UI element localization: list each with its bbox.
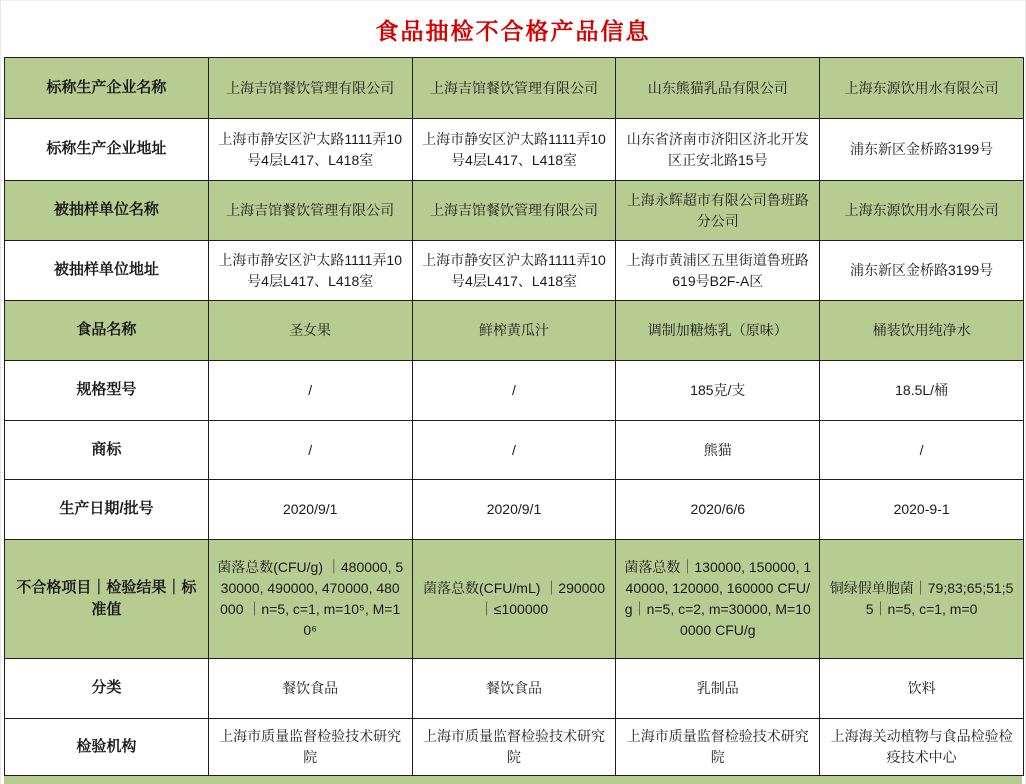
cell: 乳制品 [616, 659, 820, 719]
next-row-partial-strip [4, 776, 1022, 784]
title-bar [1, 1, 1025, 57]
cell: 上海市静安区沪太路1111弄10号4层L417、L418室 [208, 241, 412, 301]
row-label: 生产日期/批号 [5, 480, 209, 540]
cell: 上海海关动植物与食品检验检疫技术中心 [820, 719, 1024, 776]
table-row [5, 119, 1024, 181]
cell: 上海吉馆餐饮管理有限公司 [412, 58, 616, 119]
cell: 浦东新区金桥路3199号 [820, 241, 1024, 301]
cell: / [412, 361, 616, 421]
cell: 上海东源饮用水有限公司 [820, 181, 1024, 241]
page-title: 食品抽检不合格产品信息 [375, 17, 651, 44]
cell: 菌落总数(CFU/mL) ｜290000 ｜≤100000 [412, 540, 616, 659]
table-row [5, 301, 1024, 361]
cell: 餐饮食品 [412, 659, 616, 719]
cell: / [820, 421, 1024, 480]
table-row [5, 58, 1024, 119]
inspection-table [4, 57, 1024, 776]
row-label: 不合格项目｜检验结果｜标准值 [5, 540, 209, 659]
cell: 鲜榨黄瓜汁 [412, 301, 616, 361]
cell: 2020/6/6 [616, 480, 820, 540]
table-row [5, 540, 1024, 659]
cell: 上海市静安区沪太路1111弄10号4层L417、L418室 [412, 119, 616, 181]
cell: 2020/9/1 [412, 480, 616, 540]
table-row [5, 241, 1024, 301]
cell: 山东省济南市济阳区济北开发区正安北路15号 [616, 119, 820, 181]
cell: 上海市黄浦区五里街道鲁班路619号B2F-A区 [616, 241, 820, 301]
cell: 上海市静安区沪太路1111弄10号4层L417、L418室 [208, 119, 412, 181]
cell: / [208, 361, 412, 421]
row-label: 分类 [5, 659, 209, 719]
cell: 菌落总数(CFU/g) ｜480000, 530000, 490000, 470000, 480000 ｜n=5, c=1, m=10⁵, M=10⁶ [208, 540, 412, 659]
cell: 上海吉馆餐饮管理有限公司 [208, 58, 412, 119]
cell: 上海吉馆餐饮管理有限公司 [412, 181, 616, 241]
row-label: 检验机构 [5, 719, 209, 776]
cell: / [208, 421, 412, 480]
cell: 山东熊猫乳品有限公司 [616, 58, 820, 119]
cell: 上海吉馆餐饮管理有限公司 [208, 181, 412, 241]
table-row [5, 719, 1024, 776]
row-label: 规格型号 [5, 361, 209, 421]
cell: 185克/支 [616, 361, 820, 421]
cell: 浦东新区金桥路3199号 [820, 119, 1024, 181]
table-row [5, 659, 1024, 719]
cell: 铜绿假单胞菌｜79;83;65;51;55｜n=5, c=1, m=0 [820, 540, 1024, 659]
cell: 菌落总数｜130000, 150000, 140000, 120000, 160000 CFU/g｜n=5, c=2, m=30000, M=100000 CFU/g [616, 540, 820, 659]
cell: 18.5L/桶 [820, 361, 1024, 421]
cell: 上海市质量监督检验技术研究院 [412, 719, 616, 776]
row-label: 被抽样单位名称 [5, 181, 209, 241]
table-row [5, 361, 1024, 421]
cell: 调制加糖炼乳（原味） [616, 301, 820, 361]
cell: 上海永辉超市有限公司鲁班路分公司 [616, 181, 820, 241]
cell: 上海市质量监督检验技术研究院 [208, 719, 412, 776]
cell: 圣女果 [208, 301, 412, 361]
cell: 餐饮食品 [208, 659, 412, 719]
cell: 2020-9-1 [820, 480, 1024, 540]
cell: 饮料 [820, 659, 1024, 719]
cell: 上海东源饮用水有限公司 [820, 58, 1024, 119]
table-row [5, 421, 1024, 480]
row-label: 商标 [5, 421, 209, 480]
cell: 上海市质量监督检验技术研究院 [616, 719, 820, 776]
row-label: 标称生产企业名称 [5, 58, 209, 119]
cell: 熊猫 [616, 421, 820, 480]
row-label: 食品名称 [5, 301, 209, 361]
row-label: 标称生产企业地址 [5, 119, 209, 181]
table-row [5, 181, 1024, 241]
cell: 2020/9/1 [208, 480, 412, 540]
table-row [5, 480, 1024, 540]
cell: / [412, 421, 616, 480]
cell: 上海市静安区沪太路1111弄10号4层L417、L418室 [412, 241, 616, 301]
row-label: 被抽样单位地址 [5, 241, 209, 301]
cell: 桶装饮用纯净水 [820, 301, 1024, 361]
